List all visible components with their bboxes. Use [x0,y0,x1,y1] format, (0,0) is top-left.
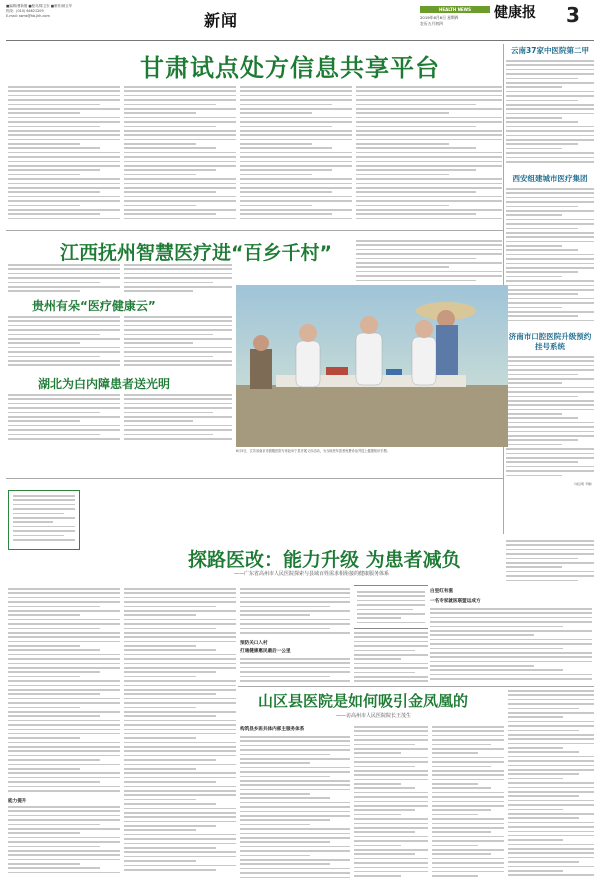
highlights-list [13,495,75,547]
article-hubei-col-2 [124,394,232,442]
lead-article-col-2 [124,86,236,226]
section-title: 新闻 [204,11,239,30]
article-county-col-4 [508,690,594,880]
article-jiangxi-col-2 [124,264,232,294]
article-jiangxi-col-1 [8,264,120,294]
headline-guizhou: 贵州有朵“医疗健康云” [32,299,156,313]
right-sidebar [506,46,594,486]
highlights-box [8,490,80,550]
photo-caption: 6月5日，江苏省南京市鼓楼医院专家赴阜宁县开展义诊活动，为当地老年患者免费诊治并送上健康知识手册。 [236,449,390,453]
headline-county-hospital: 山区县医院是如何吸引金凤凰的 [258,692,469,710]
brand-logo: 健康报 [494,5,536,21]
article-jiangxi-col-3 [356,240,502,282]
article-explore-col-3b [240,658,350,684]
sidebar-article-xian [506,188,594,326]
article-explore-col-5 [430,608,592,684]
headline-jiangxi: 江西抚州智慧医疗进“百乡千村” [60,242,332,264]
headline-hubei: 湖北为白内障患者送光明 [38,377,171,391]
sidebar-headline-yunnan: 云南37家中医院第二甲 [511,46,589,55]
divider [6,230,504,231]
pull-quote-text [357,591,425,625]
article-explore-col-2 [124,588,236,880]
article-guizhou-col-1 [8,316,120,372]
lead-article-col-4 [356,86,502,226]
article-explore-col-4 [354,632,428,684]
issue-date [420,15,510,26]
lead-headline: 甘肃试点处方信息共享平台 [140,54,440,82]
divider [238,686,594,687]
lead-article-col-1 [8,86,120,226]
article-explore-col-6 [506,540,594,586]
header-divider [6,40,594,41]
hotline: 热线：(010) 64621209 [6,9,44,13]
editor-line: ■编辑/曹新刚 ■校对/陈卫东 ■制作/薛玉华 [6,4,73,8]
sidebar-headline-xian: 西安组建城市医疗集团 [512,174,588,183]
health-news-banner: HEALTH NEWS [420,6,490,13]
news-photo-free-clinic [236,285,508,447]
headline-explore-reform: 探路医改：能力升级 为患者减负 [188,549,461,571]
article-guizhou-col-2 [124,316,232,372]
sidebar-article-jinan [506,356,594,482]
sidebar-headline-jinan: 济南市口腔医院升级预约挂号系统 [508,332,592,351]
masthead-info [6,4,126,19]
subhead-county-service: 构筑县乡医共体内部主服务体系 [240,727,305,732]
email: E-mail: ssms@hb-jkh.com [6,14,50,18]
article-explore-col-1 [8,588,120,794]
date: 2019年6月6日 星期四 [420,15,459,20]
article-explore-col-3 [240,588,350,636]
page-number: 3 [566,3,580,27]
subhead-white-red: 白里红有滋 [430,589,453,594]
sidebar-article-yunnan [506,60,594,168]
divider [6,478,504,479]
article-county-col-2 [354,726,428,880]
article-explore-col-1b [8,806,120,880]
subhead-expert-alliance: 一名专家就医联盟运成方 [430,599,481,604]
article-hubei-col-1 [8,394,120,442]
byline: （刘启明 尹静） [572,482,594,486]
pull-quote-box [354,585,428,629]
subhead-capacity: 能力提升 [8,799,27,804]
subhead-prevention: 预防关口入村 [240,641,268,646]
article-county-col-3 [432,726,504,880]
subheadline-explore-reform: ——广东省高州市人民医院探索与县域百姓需求相衔接的健康服务体系 [234,571,390,577]
subheadline-county-hospital: ——访高州市人民医院院长王茂生 [336,713,412,719]
lead-article-col-3 [240,86,352,226]
subhead-last-mile: 打通健康惠民最后一公里 [240,649,291,654]
lunar-date: 农历五月初四 [420,20,443,26]
article-county-col-1 [240,736,350,880]
photo-illustration [236,285,508,447]
